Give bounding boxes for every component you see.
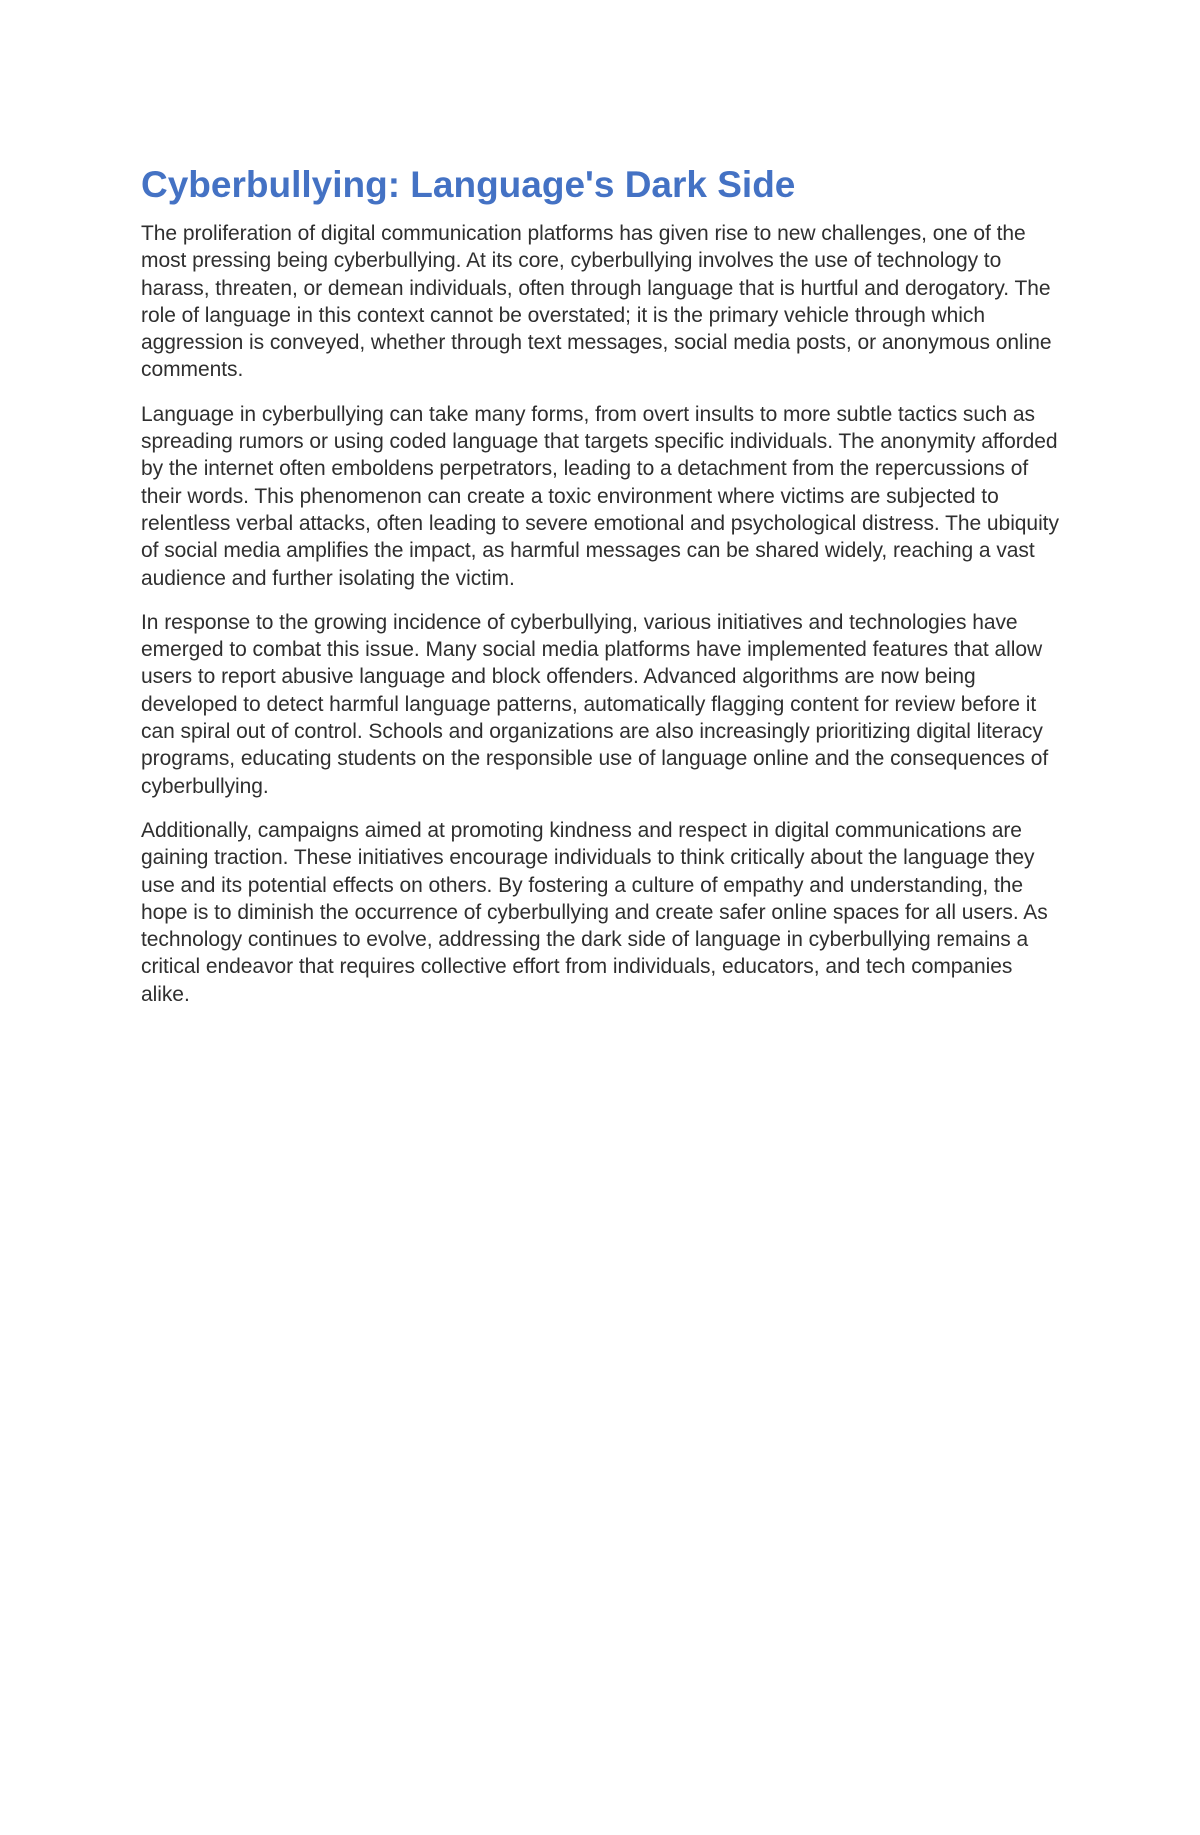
document-page [141, 160, 1061, 1025]
document-title: Cyberbullying: Language's Dark Side [141, 164, 796, 205]
paragraph-3: In response to the growing incidence of cyberbullying, various initiatives and technologies have emerged to combat this issue. Many social media platforms have implemented features that allow users to report abusive language and block offenders. Advanced algorithms are now being developed to detect harmful language patterns, automatically flagging content for review before it can spiral out of control. Schools and organizations are also increasingly prioritizing digital literacy programs, educating students on the responsible use of language online and the consequences of cyberbullying. [141, 610, 1049, 798]
paragraph-1: The proliferation of digital communication platforms has given rise to new challenges, one of the most pressing being cyberbullying. At its core, cyberbullying involves the use of technology to harass, threaten, or demean individuals, often through language that is hurtful and derogatory. The role of language in this context cannot be overstated; it is the primary vehicle through which aggression is conveyed, whether through text messages, social media posts, or anonymous online comments. [141, 222, 1052, 382]
paragraph-4: Additionally, campaigns aimed at promoting kindness and respect in digital communications are gaining traction. These initiatives encourage individuals to think critically about the language they use and its potential effects on others. By fostering a culture of empathy and understanding, the hope is to diminish the occurrence of cyberbullying and create safer online spaces for all users. As technology continues to evolve, addressing the dark side of language in cyberbullying remains a critical endeavor that requires collective effort from individuals, educators, and tech companies alike. [141, 818, 1048, 1006]
paragraph-2: Language in cyberbullying can take many forms, from overt insults to more subtle tactics such as spreading rumors or using coded language that targets specific individuals. The anonymity afforded by the internet often emboldens perpetrators, leading to a detachment from the repercussions of their words. This phenomenon can create a toxic environment where victims are subjected to relentless verbal attacks, often leading to severe emotional and psychological distress. The ubiquity of social media amplifies the impact, as harmful messages can be shared widely, reaching a vast audience and further isolating the victim. [141, 402, 1059, 590]
